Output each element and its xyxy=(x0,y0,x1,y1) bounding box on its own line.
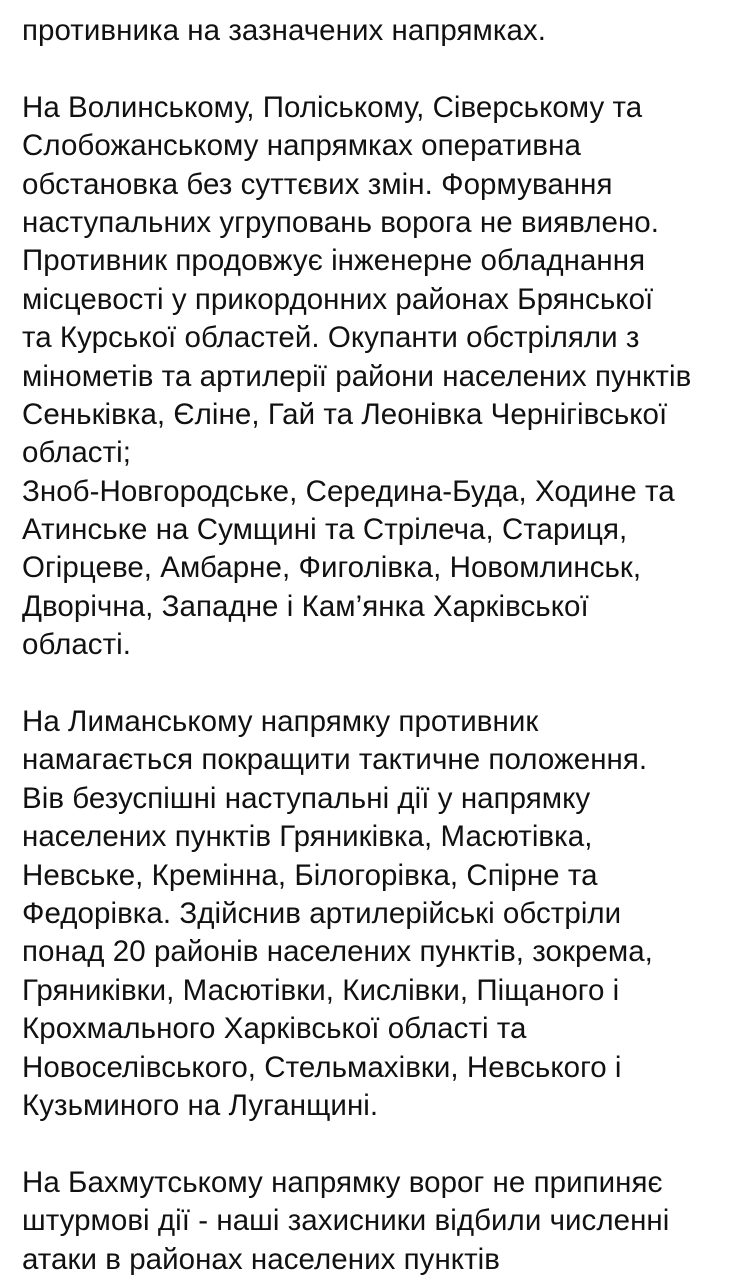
text-line: Зноб-Новгородське, Середина-Буда, Ходине та xyxy=(22,474,675,508)
text-line: атаки в районах населених пунктів xyxy=(22,1242,500,1276)
text-line: Гряниківки, Масютівки, Кислівки, Піщаного і xyxy=(22,973,620,1007)
text-line: мінометів та артилерії райони населених пунктів xyxy=(22,359,692,393)
paragraph-gap xyxy=(22,665,722,703)
text-line: Новоселівського, Стельмахівки, Невського і xyxy=(22,1050,622,1084)
article-text xyxy=(22,12,722,1279)
text-line: Дворічна, Западне і Кам’янка Харківської xyxy=(22,589,589,623)
text-line: наступальних угруповань ворога не виявлено. xyxy=(22,205,659,239)
text-line: понад 20 районів населених пунктів, зокрема, xyxy=(22,935,653,969)
text-line: області. xyxy=(22,628,132,662)
text-line: штурмові дії - наші захисники відбили численні xyxy=(22,1204,670,1238)
text-line: На Лиманському напрямку противник xyxy=(22,705,539,739)
text-line: Атинське на Сумщині та Стрілеча, Стариця, xyxy=(22,513,628,547)
paragraph-gap xyxy=(22,1125,722,1163)
text-line: населених пунктів Гряниківка, Масютівка, xyxy=(22,820,593,854)
text-line: області; xyxy=(22,436,132,470)
text-line: На Волинському, Поліському, Сіверському та xyxy=(22,90,643,124)
text-line: Противник продовжує інженерне обладнання xyxy=(22,244,646,278)
text-line: намагається покращити тактичне положення. xyxy=(22,743,648,777)
text-line: Крохмального Харківської області та xyxy=(22,1012,527,1046)
paragraph-gap xyxy=(22,50,722,88)
text-line: Слобожанському напрямках оперативна xyxy=(22,129,581,163)
text-line: противника на зазначених напрямках. xyxy=(22,14,546,47)
text-line: та Курської областей. Окупанти обстріляли з xyxy=(22,321,640,355)
text-line: На Бахмутському напрямку ворог не припиняє xyxy=(22,1165,663,1199)
text-line: обстановка без суттєвих змін. Формування xyxy=(22,167,613,201)
text-line: Кузьминого на Луганщині. xyxy=(22,1088,379,1122)
text-line: Сеньківка, Єліне, Гай та Леонівка Чернігівської xyxy=(22,397,668,431)
text-line: Огірцеве, Амбарне, Фиголівка, Новомлинськ, xyxy=(22,551,642,585)
text-line: місцевості у прикордонних районах Брянської xyxy=(22,282,654,316)
text-line: Вів безуспішні наступальні дії у напрямку xyxy=(22,781,591,815)
text-line: Федорівка. Здійснив артилерійські обстріли xyxy=(22,896,622,930)
text-line: Невське, Кремінна, Білогорівка, Спірне та xyxy=(22,858,598,892)
